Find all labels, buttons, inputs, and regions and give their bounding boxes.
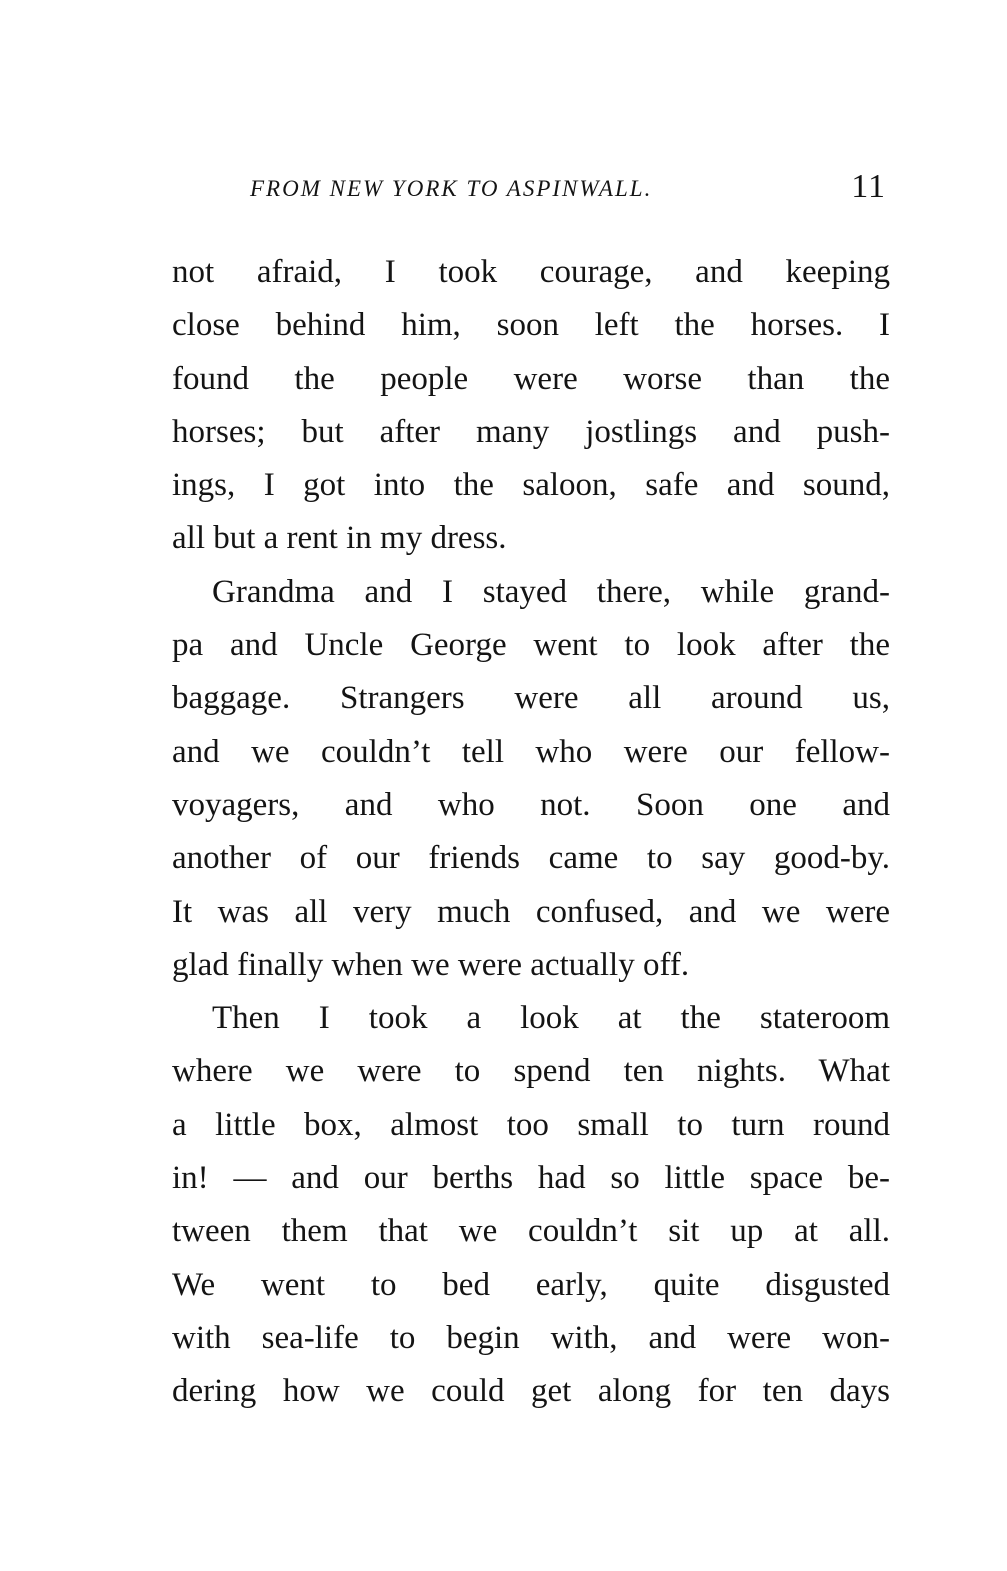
text-line: close behind him, soon left the horses. I (172, 307, 890, 344)
text-line: dering how we could get along for ten days (172, 1373, 890, 1410)
text-line: a little box, almost too small to turn round (172, 1106, 890, 1143)
text-line: where we were to spend ten nights. What (172, 1053, 890, 1090)
text-line: ings, I got into the saloon, safe and sound, (172, 467, 890, 504)
text-line: pa and Uncle George went to look after the (172, 627, 890, 664)
text-line: glad finally when we were actually off. (172, 946, 690, 983)
text-line: all but a rent in my dress. (172, 520, 507, 557)
text-line: baggage. Strangers were all around us, (172, 680, 890, 717)
text-line: It was all very much confused, and we were (172, 893, 890, 930)
text-line: with sea-life to begin with, and were won- (172, 1319, 890, 1356)
page-number: 11 (851, 168, 886, 205)
text-line: not afraid, I took courage, and keeping (172, 254, 890, 290)
text-line: Grandma and I stayed there, while grand- (212, 573, 890, 610)
running-title: FROM NEW YORK TO ASPINWALL. (250, 176, 653, 201)
text-line: in! — and our berths had so little space be- (172, 1160, 890, 1197)
text-line: tween them that we couldn’t sit up at all. (172, 1213, 890, 1250)
text-line: voyagers, and who not. Soon one and (172, 786, 890, 823)
text-line: horses; but after many jostlings and push- (172, 413, 890, 450)
text-line: found the people were worse than the (172, 360, 890, 397)
body-text (172, 246, 890, 1419)
text-line: and we couldn’t tell who were our fellow- (172, 733, 890, 770)
text-line: We went to bed early, quite disgusted (172, 1266, 890, 1303)
text-line: Then I took a look at the stateroom (212, 1000, 890, 1037)
running-head (250, 168, 890, 212)
text-line: another of our friends came to say good-by. (172, 840, 890, 877)
